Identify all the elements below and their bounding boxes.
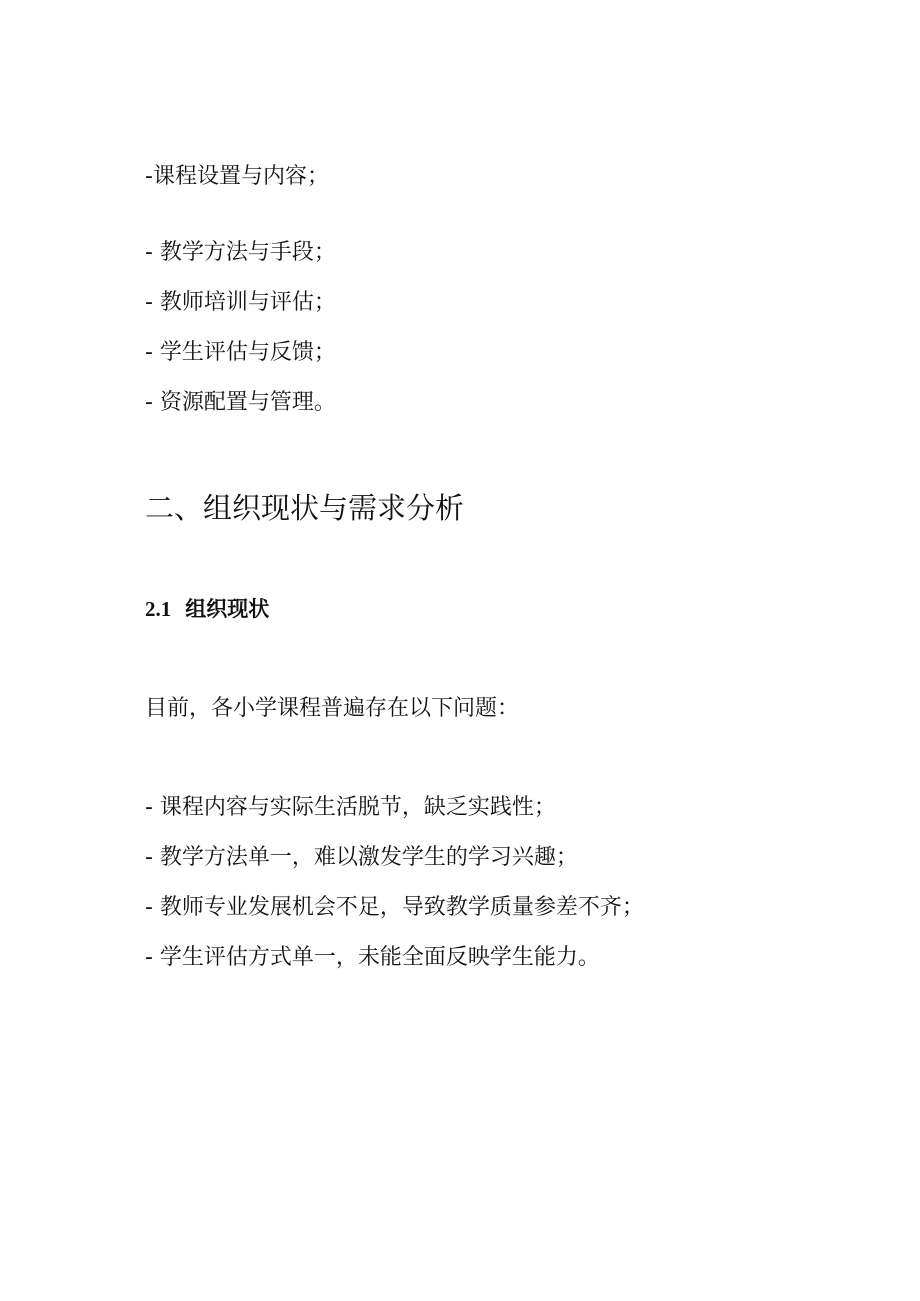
list-item: - 学生评估与反馈； (145, 340, 336, 365)
subsection-number: 2.1 (145, 597, 172, 621)
list-item: - 教学方法单一，难以激发学生的学习兴趣； (145, 845, 578, 870)
subsection-heading (145, 599, 269, 620)
list-item: - 资源配置与管理。 (145, 390, 336, 415)
list-item: - 教学方法与手段； (145, 240, 336, 265)
list-item: - 课程内容与实际生活脱节，缺乏实践性； (145, 795, 556, 820)
intro-paragraph: 目前，各小学课程普遍存在以下问题： (145, 696, 520, 721)
list-item: - 教师专业发展机会不足，导致教学质量参差不齐； (145, 895, 644, 920)
list-item: - 学生评估方式单一，未能全面反映学生能力。 (145, 945, 600, 970)
list-item: -课程设置与内容； (145, 164, 329, 189)
list-item: - 教师培训与评估； (145, 290, 336, 315)
subsection-title: 组织现状 (185, 597, 270, 621)
section-heading: 二、组织现状与需求分析 (145, 491, 465, 525)
